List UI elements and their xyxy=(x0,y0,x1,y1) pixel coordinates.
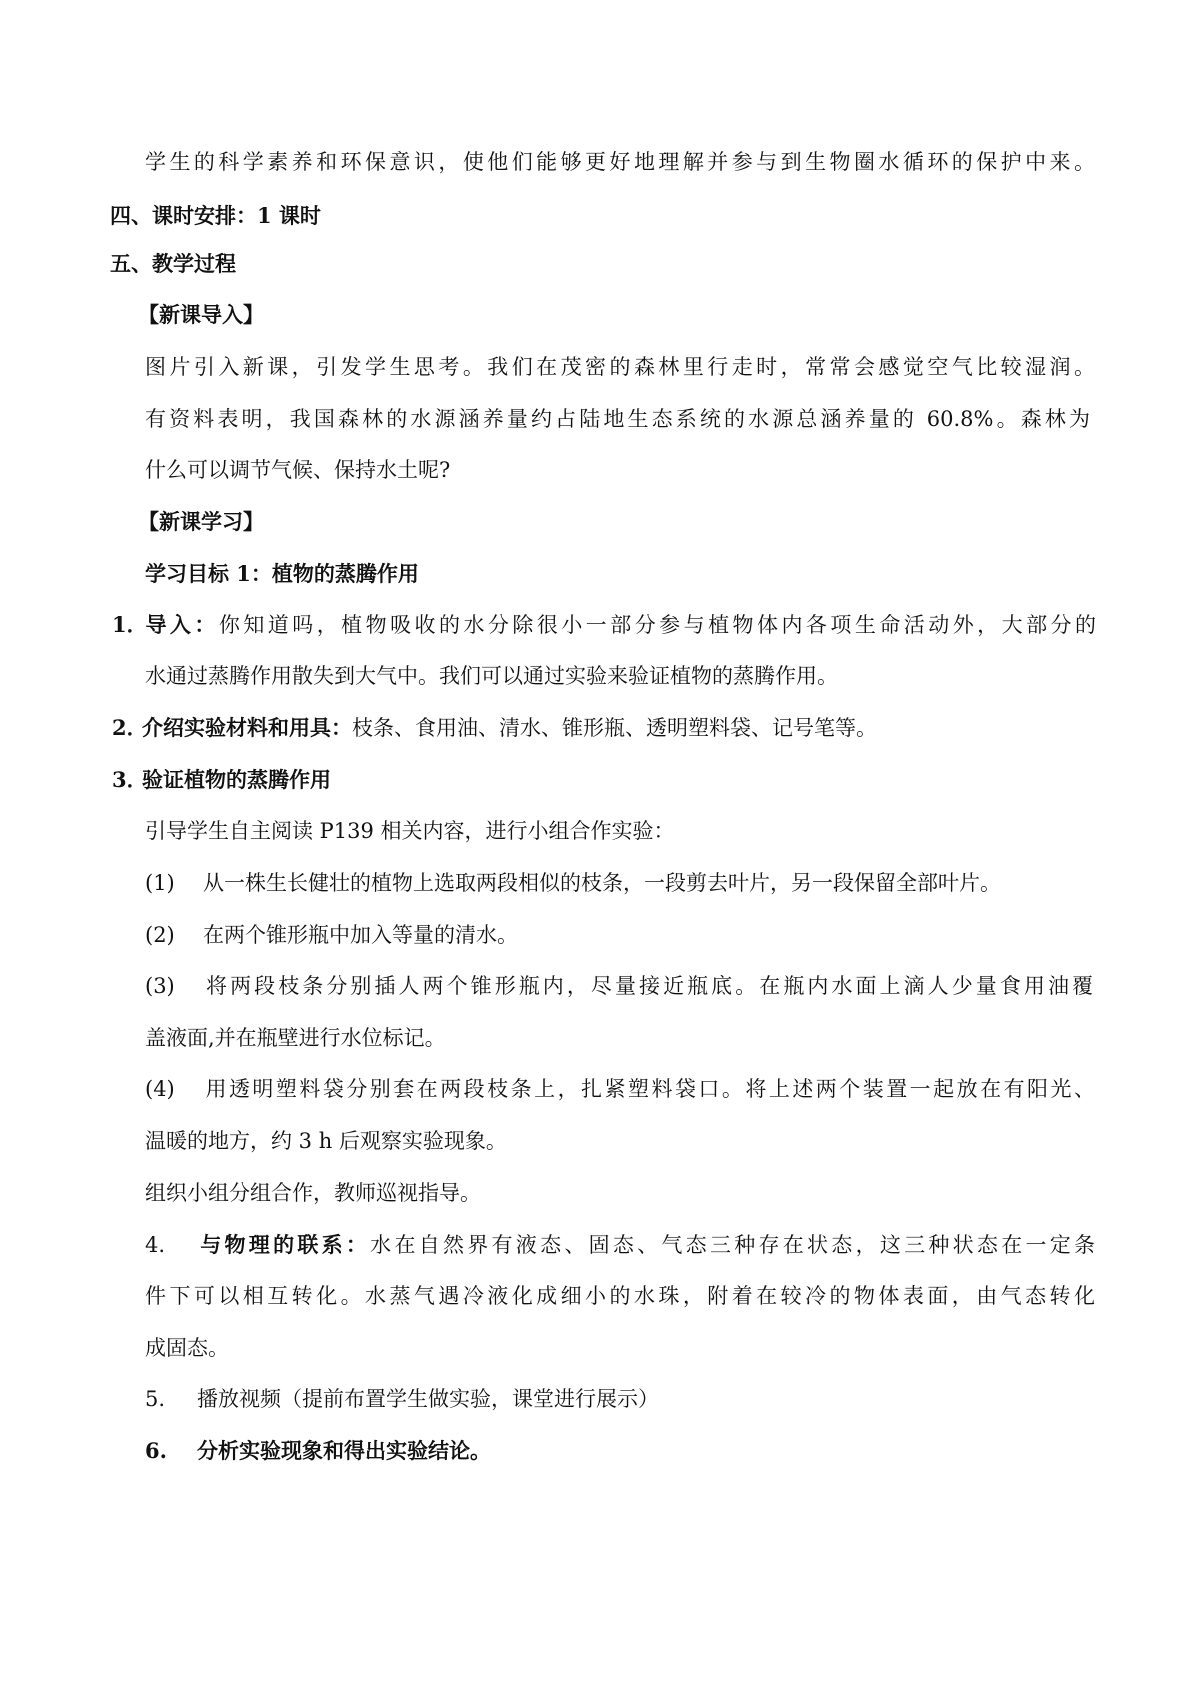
list-number: 1． xyxy=(112,612,148,637)
list-item-4 xyxy=(145,1230,1095,1260)
paragraph-line: 什么可以调节气候、保持水土呢? xyxy=(145,458,451,482)
paragraph-line: 有资料表明，我国森林的水源涵养量约占陆地生态系统的水源总涵养量的 60.8%。森林为 xyxy=(145,407,1090,431)
step-text: 将两段枝条分别插人两个锥形瓶内，尽量接近瓶底。在瓶内水面上滴人少量食用油覆 xyxy=(203,974,1093,998)
subheading-study: 【新课学习】 xyxy=(138,509,264,534)
item-text: 水在自然界有液态、固态、气态三种存在状态，这三种状态在一定条 xyxy=(370,1233,1096,1257)
list-number: 5. xyxy=(145,1387,166,1411)
step-2 xyxy=(145,920,518,950)
step-text: 在两个锥形瓶中加入等量的清水。 xyxy=(203,923,518,947)
list-item-6 xyxy=(145,1436,491,1466)
list-item-5 xyxy=(145,1384,659,1414)
section-heading-schedule: 四、课时安排：1 课时 xyxy=(110,203,321,228)
list-item-3 xyxy=(112,765,331,795)
paragraph-line: 组织小组分组合作，教师巡视指导。 xyxy=(145,1181,481,1205)
item-label: 导入： xyxy=(142,612,219,637)
paragraph-line: 件下可以相互转化。水蒸气遇冷液化成细小的水珠，附着在较冷的物体表面，由气态转化 xyxy=(145,1284,1095,1308)
paragraph-line: 学生的科学素养和环保意识，使他们能够更好地理解并参与到生物圈水循环的保护中来。 xyxy=(145,150,1095,174)
item-text: 播放视频（提前布置学生做实验，课堂进行展示） xyxy=(197,1387,659,1411)
item-text: 分析实验现象和得出实验结论。 xyxy=(197,1438,491,1463)
item-text: 你知道吗，植物吸收的水分除很小一部分参与植物体内各项生命活动外，大部分的 xyxy=(218,613,1097,637)
paragraph-line: 盖液面,并在瓶壁进行水位标记。 xyxy=(145,1026,446,1050)
learning-goal-heading: 学习目标 1：植物的蒸腾作用 xyxy=(145,561,419,586)
step-number: (3) xyxy=(145,974,175,998)
list-item-2 xyxy=(112,713,877,743)
paragraph-line: 成固态。 xyxy=(145,1336,229,1360)
list-item-1 xyxy=(112,610,1096,640)
item-text: 枝条、食用油、清水、锥形瓶、透明塑料袋、记号笔等。 xyxy=(352,716,877,740)
list-number: 2． xyxy=(112,715,148,740)
list-number: 4. xyxy=(145,1233,166,1257)
step-3 xyxy=(145,971,1093,1001)
step-text: 用透明塑料袋分别套在两段枝条上，扎紧塑料袋口。将上述两个装置一起放在有阳光、 xyxy=(203,1077,1095,1101)
list-number: 3． xyxy=(112,767,148,792)
paragraph-line: 引导学生自主阅读 P139 相关内容，进行小组合作实验： xyxy=(145,819,675,843)
step-number: (1) xyxy=(145,871,175,895)
paragraph-line: 水通过蒸腾作用散失到大气中。我们可以通过实验来验证植物的蒸腾作用。 xyxy=(145,664,838,688)
item-label: 验证植物的蒸腾作用 xyxy=(142,767,331,792)
paragraph-line: 图片引入新课，引发学生思考。我们在茂密的森林里行走时，常常会感觉空气比较湿润。 xyxy=(145,355,1095,379)
step-number: (4) xyxy=(145,1077,175,1101)
step-4 xyxy=(145,1074,1095,1104)
item-label: 与物理的联系： xyxy=(197,1232,371,1257)
step-number: (2) xyxy=(145,923,175,947)
item-label: 介绍实验材料和用具： xyxy=(142,715,352,740)
paragraph-line: 温暖的地方，约 3 h 后观察实验现象。 xyxy=(145,1129,507,1153)
step-text: 从一株生长健壮的植物上选取两段相似的枝条，一段剪去叶片，另一段保留全部叶片。 xyxy=(203,871,1001,895)
subheading-intro: 【新课导入】 xyxy=(138,302,264,327)
step-1 xyxy=(145,868,1001,898)
section-heading-process: 五、教学过程 xyxy=(110,251,236,276)
list-number: 6. xyxy=(145,1438,167,1463)
